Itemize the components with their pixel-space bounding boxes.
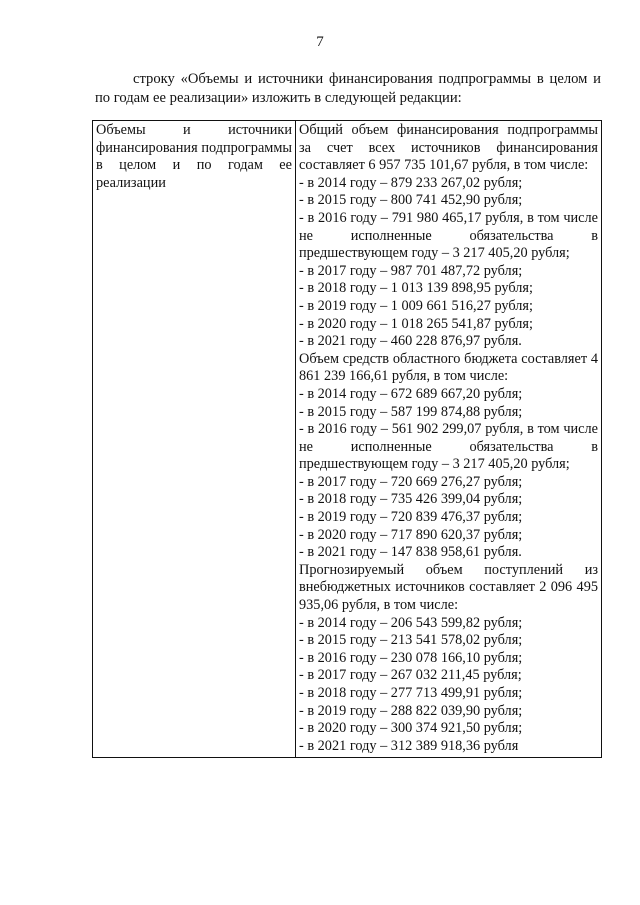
row-label: Объемы и источники финансирования подпрограммы в целом и по годам ее реализации <box>96 122 292 191</box>
offbudget-year-2020: - в 2020 году – 300 374 921,50 рубля; <box>299 720 523 737</box>
offbudget-year-2016: - в 2016 году – 230 078 166,10 рубля; <box>299 649 523 666</box>
total-year-2014: - в 2014 году – 879 233 267,02 рубля; <box>299 174 523 191</box>
regional-year-2019: - в 2019 году – 720 839 476,37 рубля; <box>299 509 523 526</box>
total-year-2017: - в 2017 году – 987 701 487,72 рубля; <box>299 262 523 279</box>
total-year-2021: - в 2021 году – 460 228 876,97 рубля. <box>299 333 522 350</box>
offbudget-year-2014: - в 2014 году – 206 543 599,82 рубля; <box>299 614 523 631</box>
offbudget-year-2019: - в 2019 году – 288 822 039,90 рубля; <box>299 702 523 719</box>
total-year-2019: - в 2019 году – 1 009 661 516,27 рубля; <box>299 297 533 314</box>
value-cell <box>296 121 602 758</box>
regional-year-2014: - в 2014 году – 672 689 667,20 рубля; <box>299 385 523 402</box>
regional-year-2016: - в 2016 году – 561 902 299,07 рубля, в том числе не исполненные обязательства в предшествующем году – 3 217 405,20 рубля; <box>299 421 598 473</box>
offbudget-year-2021: - в 2021 году – 312 389 918,36 рубля <box>299 737 519 754</box>
total-year-2015: - в 2015 году – 800 741 452,90 рубля; <box>299 192 523 209</box>
regional-year-2021: - в 2021 году – 147 838 958,61 рубля. <box>299 544 522 561</box>
regional-year-2017: - в 2017 году – 720 669 276,27 рубля; <box>299 473 523 490</box>
page-number: 7 <box>316 34 324 50</box>
table-row <box>93 121 602 758</box>
offbudget-text: Прогнозируемый объем поступлений из внебюджетных источников составляет 2 096 495 935,06 рубля, в том числе: <box>299 561 598 614</box>
regional-year-2015: - в 2015 году – 587 199 874,88 рубля; <box>299 403 523 420</box>
total-year-2020: - в 2020 году – 1 018 265 541,87 рубля; <box>299 315 533 332</box>
total-year-2016: - в 2016 году – 791 980 465,17 рубля, в том числе не исполненные обязательства в предшествующем году – 3 217 405,20 рубля; <box>299 209 598 262</box>
offbudget-year-2015: - в 2015 году – 213 541 578,02 рубля; <box>299 632 523 649</box>
financing-table <box>92 120 602 758</box>
total-financing-text: Общий объем финансирования подпрограммы за счет всех источников финансирования составляет 6 957 735 101,67 рубля, в том числе: <box>299 122 598 174</box>
offbudget-year-2017: - в 2017 году – 267 032 211,45 рубля; <box>299 667 522 684</box>
offbudget-year-2018: - в 2018 году – 277 713 499,91 рубля; <box>299 685 523 701</box>
regional-year-2018: - в 2018 году – 735 426 399,04 рубля; <box>299 491 523 508</box>
label-cell <box>93 121 296 758</box>
regional-budget-text: Объем средств областного бюджета составляет 4 861 239 166,61 рубля, в том числе: <box>299 350 598 385</box>
total-year-2018: - в 2018 году – 1 013 139 898,95 рубля; <box>299 280 533 297</box>
regional-year-2020: - в 2020 году – 717 890 620,37 рубля; <box>299 526 523 543</box>
intro-paragraph: строку «Объемы и источники финансирования подпрограммы в целом и по годам ее реализации» изложить в следующей редакции: <box>95 71 601 106</box>
